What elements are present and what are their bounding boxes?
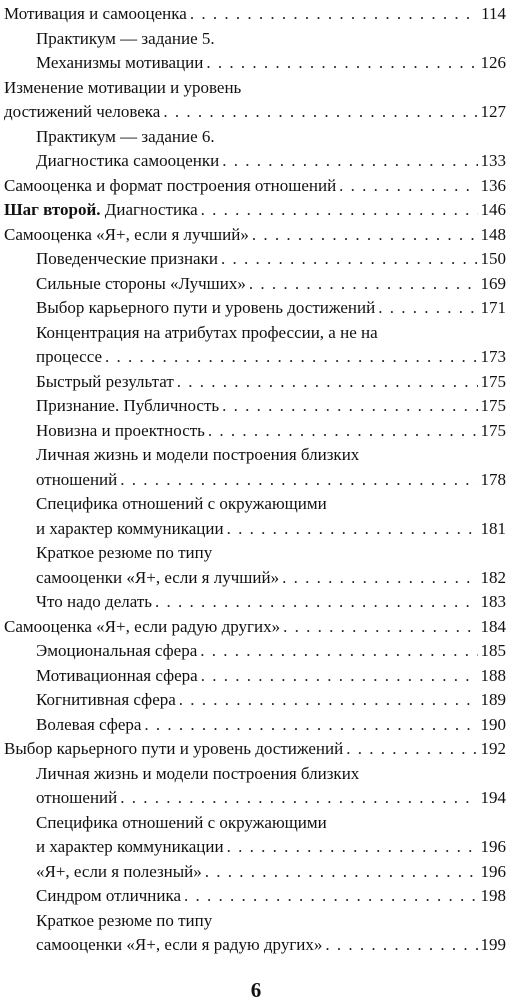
toc-entry [4,76,506,125]
toc-entry-row [36,517,506,542]
toc-entry-title-text: Когнитивная сфера [36,690,176,709]
dot-leader [206,51,477,76]
toc-entry-title [36,468,117,493]
dot-leader [144,713,477,738]
toc-entry-title-text: Поведенческие признаки [36,249,218,268]
toc-entry-page-number: 182 [480,567,506,587]
toc-entry-title [4,198,198,223]
toc-entry-title [4,737,343,762]
toc-entry-title [36,688,176,713]
toc-entry-title-text: отношений [36,788,118,807]
toc-entry-page-number: 198 [480,886,506,905]
toc-entry-row [36,296,506,321]
toc-entry-title-text: Новизна и проектность [36,420,205,440]
toc-entry-title-text: Эмоциональная сфера [36,641,198,660]
toc-entry-row [4,2,506,27]
toc-entry-title [36,835,224,860]
toc-entry [4,664,506,689]
toc-entry-page-number: 196 [480,837,506,856]
toc-entry-row [36,566,506,591]
dot-leader [378,296,477,321]
toc-entry-title [4,174,336,199]
dot-leader [227,835,478,860]
toc-entry-row [4,174,506,199]
dot-leader [222,149,477,174]
toc-entry-row [36,419,506,444]
toc-entry [4,909,506,958]
toc-entry-row [36,247,506,272]
toc-entry [4,223,506,248]
toc-entry [4,27,506,76]
toc-entry [4,492,506,541]
toc-entry-title-text: Выбор карьерного пути и уровень достижений [4,739,344,758]
toc-entry-page-number: 175 [480,420,506,440]
dot-leader [177,370,478,395]
toc-entry-page-number: 185 [480,641,506,660]
table-of-contents [4,2,506,958]
page-number: 6 [250,978,262,1002]
toc-entry-page-number: 190 [480,714,506,734]
toc-entry [4,394,506,419]
toc-entry-title-text: Признание. Публичность [36,396,220,415]
toc-entry-row [36,590,506,615]
toc-entry-title-line: Специфика отношений с окружающими [36,812,327,832]
toc-entry-page-number: 184 [480,616,506,636]
toc-entry [4,639,506,664]
toc-entry-page-number: 175 [480,396,506,415]
toc-entry [4,272,506,297]
toc-entry-title-text: Механизмы мотивации [36,53,204,72]
dot-leader [222,394,477,419]
dot-leader [190,2,478,27]
toc-entry-title-text: Самооценка и формат построения отношений [4,175,337,195]
toc-entry-title [36,272,246,297]
toc-entry-page-number: 127 [480,102,506,121]
toc-entry-title [36,786,117,811]
toc-entry-row [36,835,506,860]
toc-entry-page-number: 178 [480,469,506,489]
toc-entry-title-text: Сильные стороны «Лучших» [36,273,246,293]
dot-leader [249,272,478,297]
toc-entry-page-number: 146 [480,200,506,219]
toc-entry-row [36,713,506,738]
toc-entry-title-line: Краткое резюме по типу [36,543,213,562]
toc-entry-title-line: Личная жизнь и модели построения близких [36,445,360,464]
toc-entry-page-number: 169 [480,273,506,293]
toc-entry-row [36,468,506,493]
toc-entry [4,615,506,640]
dot-leader [201,198,478,223]
toc-entry-row [4,100,506,125]
dot-leader [120,786,477,811]
toc-entry-page-number: 199 [480,935,506,954]
toc-entry-title-text: самооценки «Я+, если я лучший» [36,567,280,587]
toc-entry-row [36,639,506,664]
toc-entry-title [4,100,160,125]
toc-entry-title [36,884,181,909]
toc-entry-row [36,688,506,713]
toc-entry-page-number: 196 [480,861,506,881]
toc-entry-page-number: 181 [480,518,506,538]
toc-entry [4,443,506,492]
toc-entry-page-number: 150 [480,249,506,268]
dot-leader [282,566,477,591]
toc-entry-title [36,517,224,542]
toc-entry-page-number: 136 [480,175,506,195]
toc-entry-row [4,615,506,640]
toc-entry [4,688,506,713]
toc-entry-title-text: и характер коммуникации [36,518,224,538]
toc-entry-title [36,713,141,738]
toc-entry-title-text: Выбор карьерного пути и уровень достижений [36,298,376,317]
dot-leader [105,345,477,370]
toc-entry-title-text: Самооценка «Я+, если радую других» [4,616,281,636]
toc-entry-title [4,615,280,640]
toc-entry-row [36,394,506,419]
dot-leader [346,737,477,762]
toc-entry [4,860,506,885]
toc-entry-title-line: Практикум — задание 5. [36,28,215,48]
dot-leader [179,688,478,713]
toc-entry-title-text: Мотивационная сфера [36,665,198,685]
dot-leader [283,615,477,640]
toc-entry-row [36,51,506,76]
toc-entry [4,247,506,272]
toc-entry-page-number: 183 [480,592,506,611]
dot-leader [120,468,477,493]
toc-entry-title [36,345,102,370]
toc-entry-title [36,566,279,591]
toc-entry-title [4,223,249,248]
toc-entry-row [4,198,506,223]
toc-entry [4,884,506,909]
toc-entry-title-line: Практикум — задание 6. [36,126,215,146]
toc-entry [4,419,506,444]
toc-entry-title [36,639,197,664]
dot-leader [339,174,477,199]
dot-leader [252,223,478,248]
toc-entry-row [4,737,506,762]
toc-entry-title-line: Концентрация на атрибутах профессии, а не на [36,322,378,342]
toc-entry-title-text: и характер коммуникации [36,837,224,856]
toc-entry-title-text: «Я+, если я полезный» [36,861,202,881]
toc-entry-page-number: 126 [480,53,506,72]
toc-entry [4,2,506,27]
toc-entry-page-number: 189 [480,690,506,709]
toc-entry-title-text: самооценки «Я+, если я радую других» [36,935,323,954]
toc-entry-title-line: Специфика отношений с окружающими [36,494,327,513]
toc-entry [4,811,506,860]
toc-entry-row [36,149,506,174]
toc-entry-title-line: Изменение мотивации и уровень [4,77,242,97]
toc-entry-title-text: процессе [36,347,103,366]
toc-entry [4,174,506,199]
toc-entry-title [36,247,218,272]
toc-entry-page-number: 194 [480,788,506,807]
toc-entry [4,762,506,811]
toc-entry-title [36,296,375,321]
toc-entry-title [36,590,152,615]
toc-entry-title-text: достижений человека [4,102,161,121]
toc-entry-title [36,394,219,419]
toc-entry-title-text: Волевая сфера [36,714,142,734]
toc-entry-title [36,664,198,689]
toc-entry-title [4,2,187,27]
toc-entry-page-number: 175 [480,371,506,391]
dot-leader [201,664,478,689]
toc-entry-page-number: 188 [480,665,506,685]
dot-leader [163,100,477,125]
toc-entry-row [36,786,506,811]
dot-leader [200,639,477,664]
toc-entry-row [36,345,506,370]
toc-entry-title-text: Диагностика [100,200,198,219]
toc-entry-title [36,419,205,444]
toc-entry-page-number: 171 [480,298,506,317]
toc-entry-page-number: 148 [480,224,506,244]
toc-entry-title [36,933,322,958]
dot-leader [221,247,478,272]
toc-entry-row [4,223,506,248]
toc-entry [4,713,506,738]
toc-entry-row [36,884,506,909]
toc-entry [4,370,506,395]
toc-entry-page-number: 114 [481,4,506,23]
toc-entry [4,737,506,762]
toc-entry-title-line: Личная жизнь и модели построения близких [36,763,360,783]
toc-entry-bold-label: Шаг второй. [4,200,101,219]
toc-entry-row [36,933,506,958]
toc-entry [4,321,506,370]
dot-leader [184,884,477,909]
toc-entry-page-number: 192 [480,739,506,758]
dot-leader [155,590,477,615]
dot-leader [325,933,477,958]
toc-entry-row [36,860,506,885]
toc-entry [4,541,506,590]
toc-entry-title-text: Самооценка «Я+, если я лучший» [4,224,249,244]
dot-leader [208,419,478,444]
toc-entry-title [36,51,203,76]
toc-entry [4,198,506,223]
toc-entry-page-number: 173 [480,347,506,366]
toc-entry-title-text: отношений [36,469,118,489]
toc-entry [4,296,506,321]
toc-entry-title [36,149,219,174]
toc-entry-title [36,370,174,395]
toc-entry-row [36,664,506,689]
toc-entry-title-text: Диагностика самооценки [36,151,220,170]
toc-entry-title [36,860,202,885]
dot-leader [227,517,478,542]
toc-entry [4,590,506,615]
dot-leader [205,860,478,885]
toc-entry-title-line: Краткое резюме по типу [36,910,213,930]
toc-entry [4,125,506,174]
toc-entry-row [36,370,506,395]
toc-entry-title-text: Синдром отличника [36,886,182,905]
toc-entry-page-number: 133 [480,151,506,170]
toc-entry-title-text: Что надо делать [36,592,153,611]
toc-entry-row [36,272,506,297]
toc-entry-title-text: Быстрый результат [36,371,174,391]
toc-entry-title-text: Мотивация и самооценка [4,4,187,23]
